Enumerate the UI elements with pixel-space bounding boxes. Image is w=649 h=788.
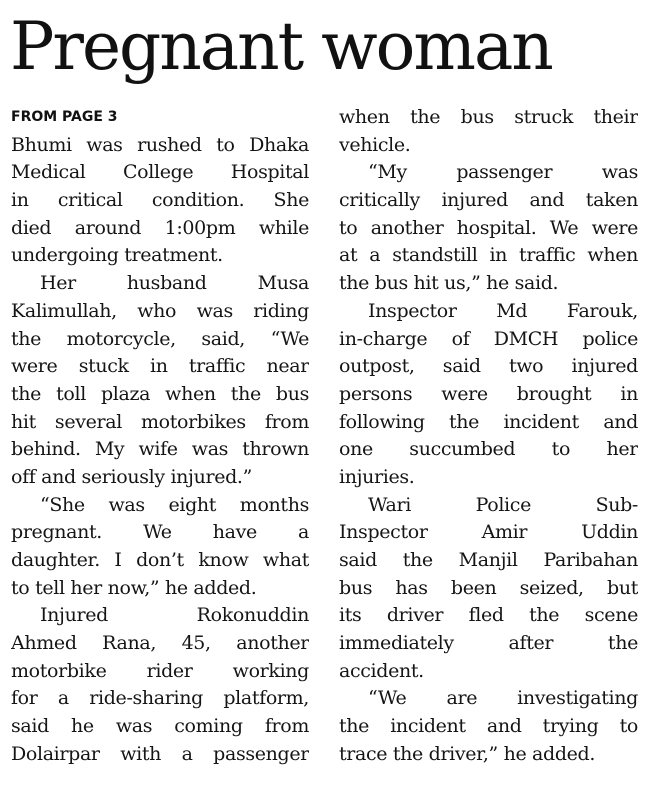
article-line: when the bus struck their — [339, 106, 638, 128]
article-line: Dolairpar with a passenger — [11, 742, 309, 765]
article-line: said he was coming from — [11, 715, 309, 738]
article-line: “My passenger was — [368, 161, 638, 184]
article-line: said the Manjil Paribahan — [339, 549, 638, 571]
right-column — [339, 104, 638, 769]
article-line: daughter. I don’t know what — [11, 549, 309, 571]
article-line: one succumbed to her — [339, 438, 638, 461]
article-line: to tell her now,” he added. — [11, 576, 257, 599]
article-line: Injured Rokonuddin — [40, 604, 309, 627]
article-line: undergoing treatment. — [11, 244, 223, 267]
article-line: the bus hit us,” he said. — [339, 272, 559, 295]
article-line: trace the driver,” he added. — [339, 742, 596, 765]
article-line: Kalimullah, who was riding — [11, 299, 309, 322]
article-line: the motorcycle, said, “We — [11, 327, 309, 350]
article-line: died around 1:00pm while — [11, 216, 309, 239]
article-line: the incident and trying to — [339, 715, 638, 738]
article-line: Inspector Md Farouk, — [368, 299, 638, 322]
article-line: behind. My wife was thrown — [11, 438, 309, 461]
article-line: in-charge of DMCH police — [339, 327, 638, 350]
article-line: “She was eight months — [40, 493, 309, 516]
left-column — [11, 104, 309, 769]
article-line: Inspector Amir Uddin — [339, 521, 638, 544]
article-line: were stuck in traffic near — [11, 355, 309, 378]
article-line: injuries. — [339, 465, 415, 488]
article-line: Wari Police Sub- — [368, 493, 638, 516]
article-line: off and seriously injured.” — [11, 465, 252, 488]
article-line: to another hospital. We were — [339, 216, 638, 239]
article-line: for a ride-sharing platform, — [11, 687, 309, 710]
article-line: bus has been seized, but — [339, 576, 638, 599]
article-line: accident. — [339, 659, 424, 682]
article-line: critically injured and taken — [339, 189, 638, 212]
article-line: pregnant. We have a — [11, 521, 309, 544]
headline: Pregnant woman — [10, 8, 552, 85]
article-line: hit several motorbikes from — [11, 410, 309, 433]
article-line: in critical condition. She — [11, 189, 309, 212]
article-line: “We are investigating — [368, 687, 638, 710]
article-line: Ahmed Rana, 45, another — [11, 632, 309, 655]
article-line: Bhumi was rushed to Dhaka — [11, 133, 309, 156]
article-line: outpost, said two injured — [339, 355, 638, 378]
article-line: immediately after the — [339, 632, 638, 655]
article-line: Her husband Musa — [40, 272, 309, 295]
article-line: the toll plaza when the bus — [11, 382, 309, 405]
article-line: persons were brought in — [339, 382, 638, 405]
article-line: vehicle. — [339, 133, 411, 156]
article-line: motorbike rider working — [11, 659, 309, 682]
article-line: Medical College Hospital — [11, 161, 309, 184]
article-line: at a standstill in traffic when — [339, 244, 638, 267]
kicker-from-page: FROM PAGE 3 — [11, 109, 118, 125]
article-line: its driver fled the scene — [339, 604, 638, 627]
article-line: following the incident and — [339, 410, 638, 433]
